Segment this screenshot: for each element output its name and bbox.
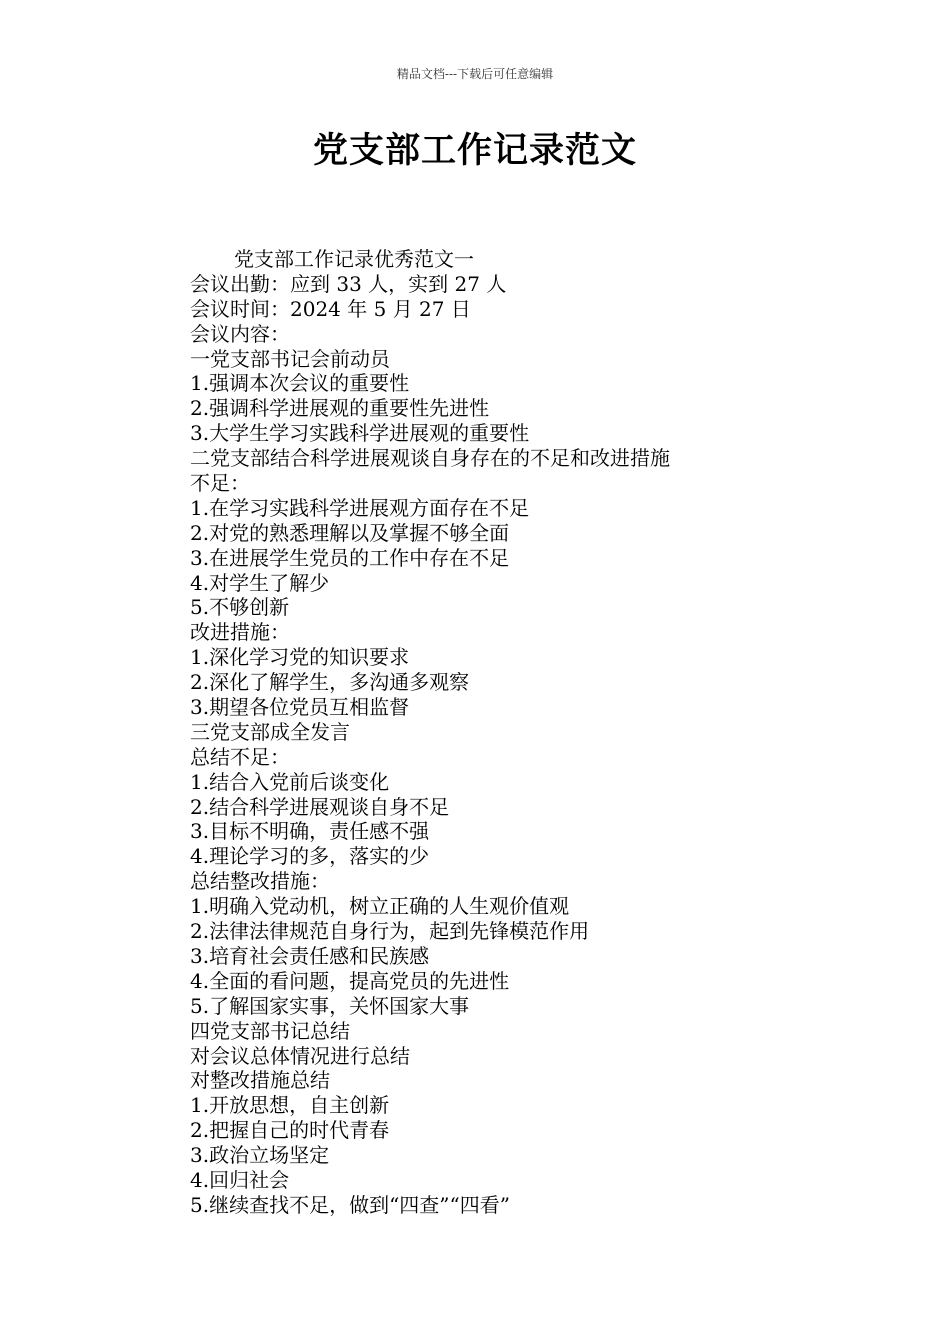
text-line: 5.了解国家实事，关怀国家大事 <box>190 993 470 1018</box>
text-line: 3.培育社会责任感和民族感 <box>190 943 430 968</box>
text-line: 5.不够创新 <box>190 595 290 620</box>
text-line: 1.深化学习党的知识要求 <box>190 645 410 670</box>
text-line: 2.法律法律规范自身行为，起到先锋模范作用 <box>190 919 590 944</box>
text-line: 总结不足： <box>190 744 290 769</box>
text-line: 4.对学生了解少 <box>190 570 330 595</box>
text-line: 2.对党的熟悉理解以及掌握不够全面 <box>190 520 510 545</box>
section-heading: 党支部工作记录优秀范文一 <box>234 247 474 271</box>
text-line: 1.强调本次会议的重要性 <box>190 371 410 396</box>
text-line: 4.回归社会 <box>190 1167 290 1192</box>
text-line: 4.理论学习的多，落实的少 <box>190 844 430 869</box>
text-line: 会议时间：2024 年 5 月 27 日 <box>190 296 471 321</box>
text-line: 会议出勤：应到 33 人，实到 27 人 <box>190 271 507 296</box>
text-line: 1.开放思想，自主创新 <box>190 1093 390 1118</box>
text-line: 2.强调科学进展观的重要性先进性 <box>190 396 490 421</box>
text-line: 2.把握自己的时代青春 <box>190 1118 390 1143</box>
document-title: 党支部工作记录范文 <box>312 131 637 171</box>
text-line: 3.政治立场坚定 <box>190 1143 330 1168</box>
text-line: 5.继续查找不足，做到“四查”“四看” <box>190 1192 510 1217</box>
text-line: 4.全面的看问题，提高党员的先进性 <box>190 968 510 993</box>
text-line: 1.结合入党前后谈变化 <box>190 769 390 794</box>
text-line: 三党支部成全发言 <box>190 719 350 744</box>
text-line: 3.大学生学习实践科学进展观的重要性 <box>190 421 530 446</box>
text-line: 1.明确入党动机，树立正确的人生观价值观 <box>190 894 570 919</box>
text-line: 会议内容： <box>190 321 290 346</box>
text-line: 3.期望各位党员互相监督 <box>190 695 410 720</box>
document-body <box>190 247 810 1218</box>
text-line: 1.在学习实践科学进展观方面存在不足 <box>190 495 530 520</box>
text-line: 一党支部书记会前动员 <box>190 346 390 371</box>
page-header: 精品文档---下载后可任意编辑 <box>396 67 554 81</box>
text-line: 2.结合科学进展观谈自身不足 <box>190 794 450 819</box>
text-line: 对整改措施总结 <box>190 1068 330 1093</box>
text-line: 四党支部书记总结 <box>190 1018 350 1043</box>
text-line: 不足： <box>190 471 250 496</box>
text-line: 3.在进展学生党员的工作中存在不足 <box>190 545 510 570</box>
text-line: 2.深化了解学生，多沟通多观察 <box>190 670 470 695</box>
text-line: 二党支部结合科学进展观谈自身存在的不足和改进措施 <box>190 446 670 471</box>
text-line: 总结整改措施： <box>190 869 330 894</box>
text-line: 对会议总体情况进行总结 <box>190 1043 410 1068</box>
text-line: 3.目标不明确，责任感不强 <box>190 819 430 844</box>
text-line: 改进措施： <box>190 620 290 645</box>
